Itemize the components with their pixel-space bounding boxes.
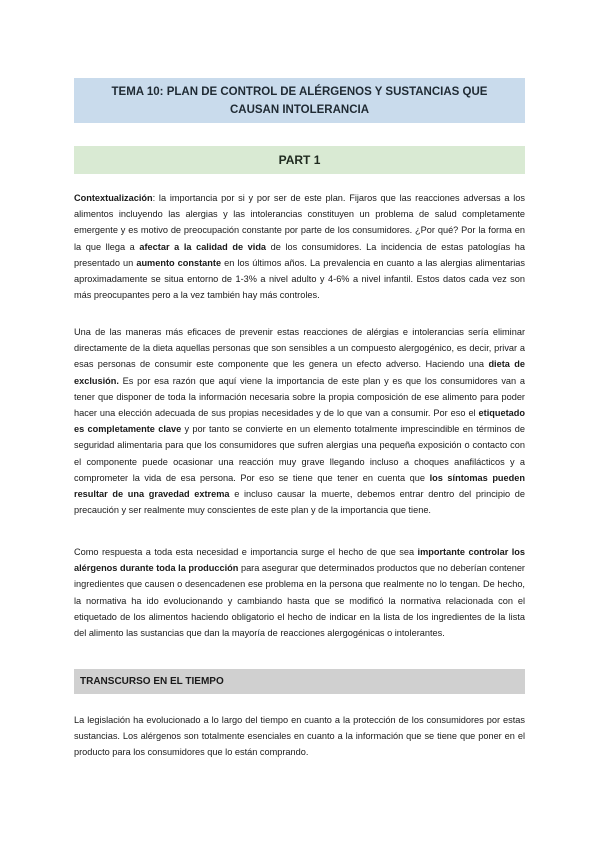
part-heading — [74, 146, 525, 174]
bold-text: Contextualización — [74, 193, 153, 203]
body-text: e incluso causar la muerte, debemos entrar dentro del principio de precaución y ser realmente muy conscientes de este plan y de la importancia que tiene. — [74, 489, 525, 516]
bold-text: importante controlar los alérgenos durante toda la producción — [74, 547, 525, 574]
bold-text: dieta de exclusión. — [74, 359, 525, 386]
body-text: Como respuesta a toda esta necesidad e importancia surge el hecho de que sea — [74, 547, 418, 557]
body-text: : la importancia por si y por ser de este plan. Fijaros que las reacciones adversas a los alimentos incluyendo las alergias y las intolerancias constituyen un problema de salud completamente emergente y es motivo de preocupación constante por parte de los consumidores. ¿Por qué? Por la forma en la que llega a — [74, 193, 525, 252]
body-text: para asegurar que determinados productos que no deberían contener ingredientes que causen o desencadenen ese problema en la persona que realmente no lo tengan. De hecho, la normativa ha ido evolucionando y cambiando hasta que se modificó la normativa relacionada con el etiquetado de los alimentos haciendo obligatorio el hecho de indicar en la lista de los ingredientes de la lista del alimento las sustancias que dan la mayoría de reacciones alergogénicas o intolerantes. — [74, 563, 525, 639]
body-text: Es por esa razón que aquí viene la importancia de este plan y es que los consumidores van a tener que disponer de toda la información necesaria sobre la propia composición de ese alimento para poder hacer una elección adecuada de sus propias necesidades y de lo que van a consumir. Por eso el — [74, 375, 525, 419]
bold-text: afectar a la calidad de vida — [139, 241, 267, 252]
document-title — [74, 78, 525, 123]
document-title-text: TEMA 10: PLAN DE CONTROL DE ALÉRGENOS Y SUSTANCIAS QUE CAUSAN INTOLERANCIA — [111, 85, 488, 116]
paragraph-prevencion — [74, 324, 525, 518]
section-heading — [74, 669, 525, 694]
body-text: Una de las maneras más eficaces de prevenir estas reacciones de alérgias e intolerancias sería eliminar directamente de la dieta aquellas personas que son sensibles a un compuesto alergogénico, es decir, privar a esas personas de consumir este componente que les genera un efecto adverso. Haciendo una — [74, 327, 525, 370]
bold-text: etiquetado es completamente clave — [74, 408, 525, 435]
body-text: de los consumidores. La incidencia de estas patologías ha presentado un — [74, 241, 525, 268]
paragraph-respuesta — [74, 544, 525, 641]
part-heading-text: PART 1 — [278, 153, 321, 167]
bold-text: los síntomas pueden resultar de una gravedad extrema — [74, 472, 525, 500]
body-text: La legislación ha evolucionado a lo largo del tiempo en cuanto a la protección de los consumidores por estas sustancias. Los alérgenos son totalmente esenciales en cuanto a la información que se tiene que poner en el producto para los consumidores que lo están comprando. — [74, 715, 525, 758]
section-heading-text: TRANSCURSO EN EL TIEMPO — [80, 676, 224, 687]
body-text: en los últimos años. La prevalencia en cuanto a las alergias alimentarias aproximadamente se situa entorno de 1-3% a nivel adulto y 4-6% a nivel infantil. Estos datos cada vez son más preocupantes pero a la vez también hay más controles. — [74, 257, 525, 301]
paragraph-legislacion — [74, 712, 525, 761]
bold-text: aumento constante — [136, 257, 222, 268]
body-text: y por tanto se convierte en un elemento totalmente imprescindible en términos de seguridad alimentaria para que los consumidores que sufren alergias una pequeña exposición o contacto con el componente puede ocasionar una reacción muy grave llegando incluso a choques anafilácticos y a comprometer la vida de esa persona. Por eso se tiene que tener en cuenta que — [74, 424, 525, 483]
paragraph-contextualizacion — [74, 190, 525, 303]
